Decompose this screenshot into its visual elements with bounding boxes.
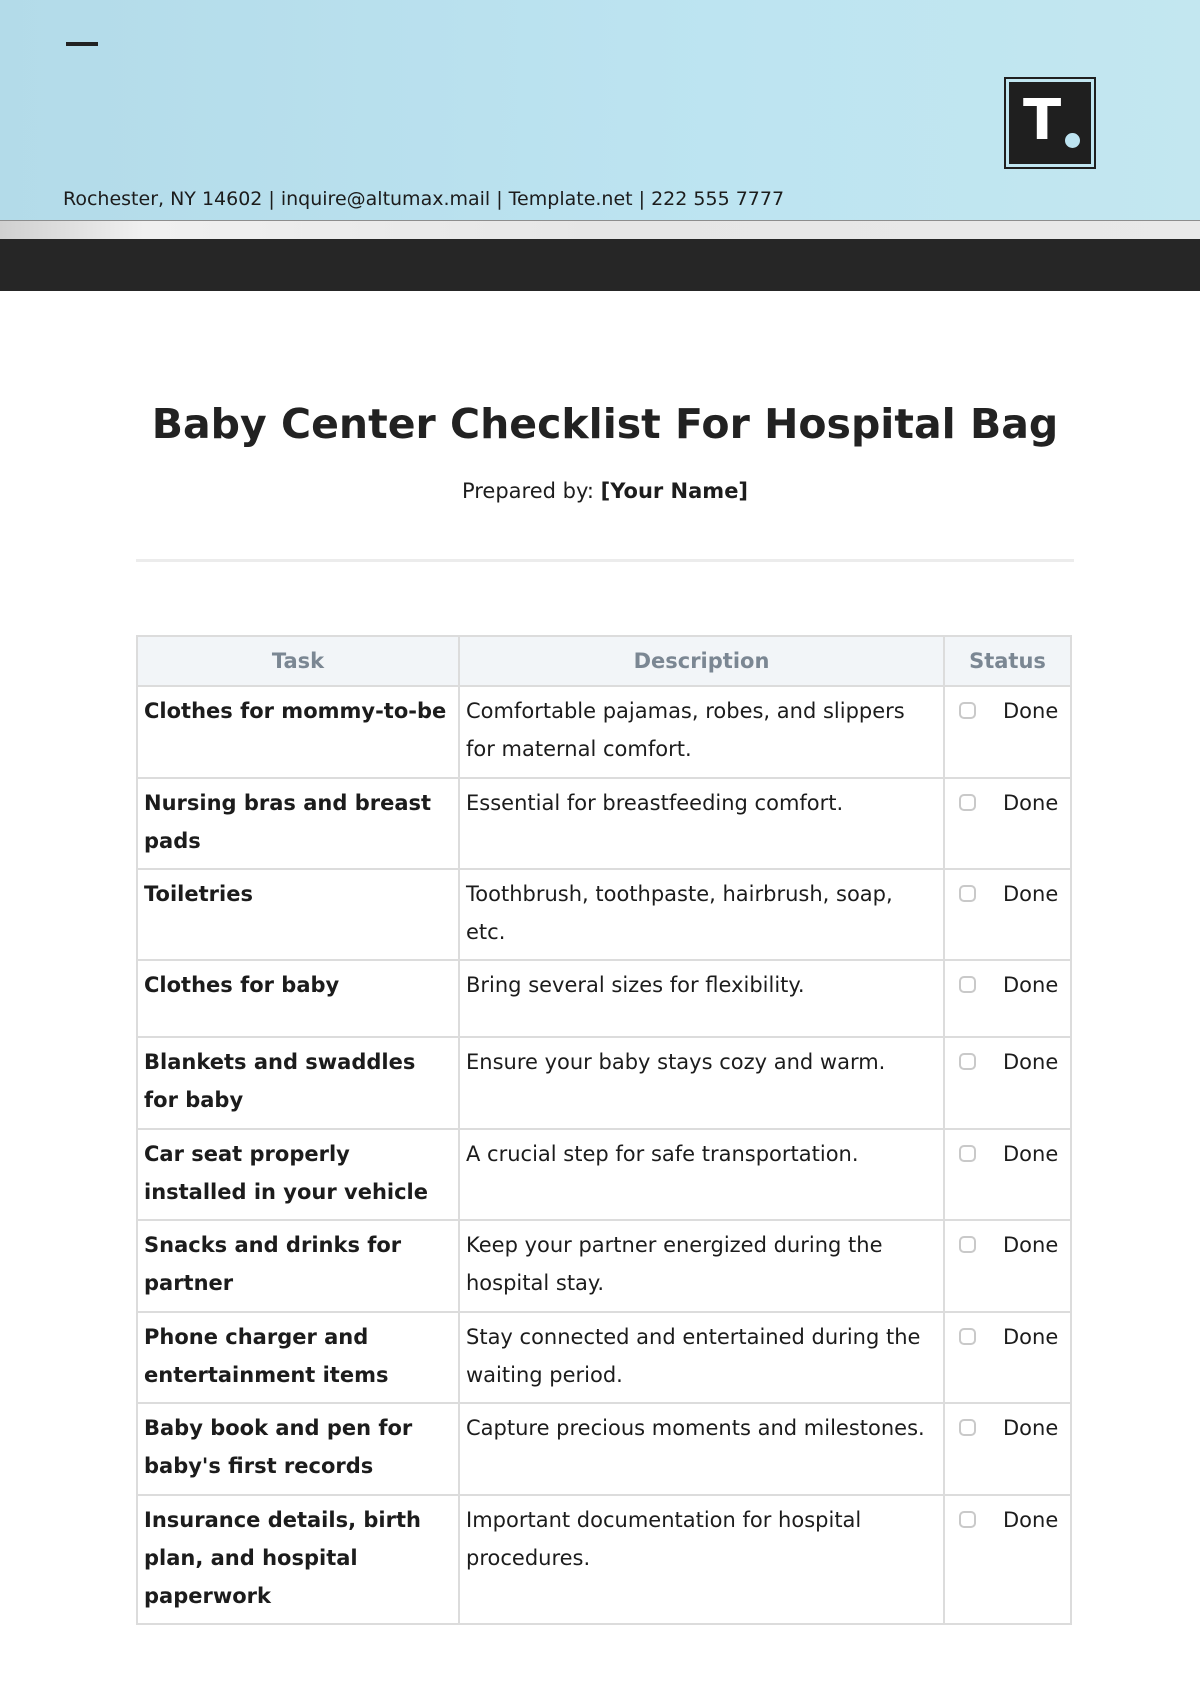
table-row [137,869,1071,960]
done-label: Done [1003,1325,1059,1349]
task-cell: Car seat properly installed in your vehicle [137,1129,459,1220]
contact-info: Rochester, NY 14602 | inquire@altumax.mail | Template.net | 222 555 7777 [63,188,785,210]
description-cell: Comfortable pajamas, robes, and slippers for maternal comfort. [459,686,944,778]
column-header-task: Task [137,636,459,686]
done-label: Done [1003,882,1059,906]
table-row [137,1220,1071,1312]
header-dash-decoration [66,42,98,46]
done-label: Done [1003,791,1059,815]
table-row [137,1312,1071,1403]
dark-band [0,239,1200,291]
page-title: Baby Center Checklist For Hospital Bag [151,400,1059,448]
description-cell: Important documentation for hospital procedures. [459,1495,944,1624]
description-cell: Ensure your baby stays cozy and warm. [459,1037,944,1129]
done-checkbox[interactable] [959,1236,976,1253]
description-cell: Toothbrush, toothpaste, hairbrush, soap, etc. [459,869,944,960]
logo-block [1009,82,1091,164]
header-banner [0,0,1200,220]
done-checkbox[interactable] [959,1053,976,1070]
done-checkbox[interactable] [959,1145,976,1162]
divider [136,559,1074,562]
status-cell [944,778,1071,869]
task-cell: Nursing bras and breast pads [137,778,459,869]
table-row [137,1037,1071,1129]
task-cell: Clothes for mommy-to-be [137,686,459,778]
status-cell [944,1403,1071,1495]
checklist-table [136,635,1072,1625]
done-label: Done [1003,699,1059,723]
description-cell: Keep your partner energized during the hospital stay. [459,1220,944,1312]
task-cell: Baby book and pen for baby's first records [137,1403,459,1495]
done-checkbox[interactable] [959,1511,976,1528]
column-header-status: Status [944,636,1071,686]
silver-band [0,220,1200,239]
logo-dot [1065,133,1080,148]
task-cell: Phone charger and entertainment items [137,1312,459,1403]
description-cell: Bring several sizes for flexibility. [459,960,944,1037]
description-cell: Capture precious moments and milestones. [459,1403,944,1495]
done-checkbox[interactable] [959,885,976,902]
task-cell: Snacks and drinks for partner [137,1220,459,1312]
description-cell: A crucial step for safe transportation. [459,1129,944,1220]
done-label: Done [1003,1508,1059,1532]
table-row [137,778,1071,869]
done-checkbox[interactable] [959,1328,976,1345]
done-label: Done [1003,973,1059,997]
done-checkbox[interactable] [959,1419,976,1436]
prepared-by [0,479,1200,503]
task-cell: Clothes for baby [137,960,459,1037]
status-cell [944,1220,1071,1312]
table-row [137,960,1071,1037]
column-header-description: Description [459,636,944,686]
status-cell [944,869,1071,960]
task-cell: Insurance details, birth plan, and hospital paperwork [137,1495,459,1624]
done-label: Done [1003,1142,1059,1166]
prepared-by-label: Prepared by: [461,479,594,503]
table-row [137,686,1071,778]
status-cell [944,686,1071,778]
status-cell [944,1037,1071,1129]
description-cell: Stay connected and entertained during the waiting period. [459,1312,944,1403]
template-logo [1004,77,1096,169]
status-cell [944,960,1071,1037]
done-label: Done [1003,1050,1059,1074]
table-row [137,1495,1071,1624]
table-row [137,1403,1071,1495]
status-cell [944,1129,1071,1220]
prepared-by-name: [Your Name] [600,479,749,503]
task-cell: Toiletries [137,869,459,960]
table-header-row [137,636,1071,686]
description-cell: Essential for breastfeeding comfort. [459,778,944,869]
done-label: Done [1003,1416,1059,1440]
done-checkbox[interactable] [959,702,976,719]
status-cell [944,1495,1071,1624]
done-label: Done [1003,1233,1059,1257]
status-cell [944,1312,1071,1403]
logo-letter: T [1023,88,1062,153]
done-checkbox[interactable] [959,976,976,993]
task-cell: Blankets and swaddles for baby [137,1037,459,1129]
table-row [137,1129,1071,1220]
done-checkbox[interactable] [959,794,976,811]
